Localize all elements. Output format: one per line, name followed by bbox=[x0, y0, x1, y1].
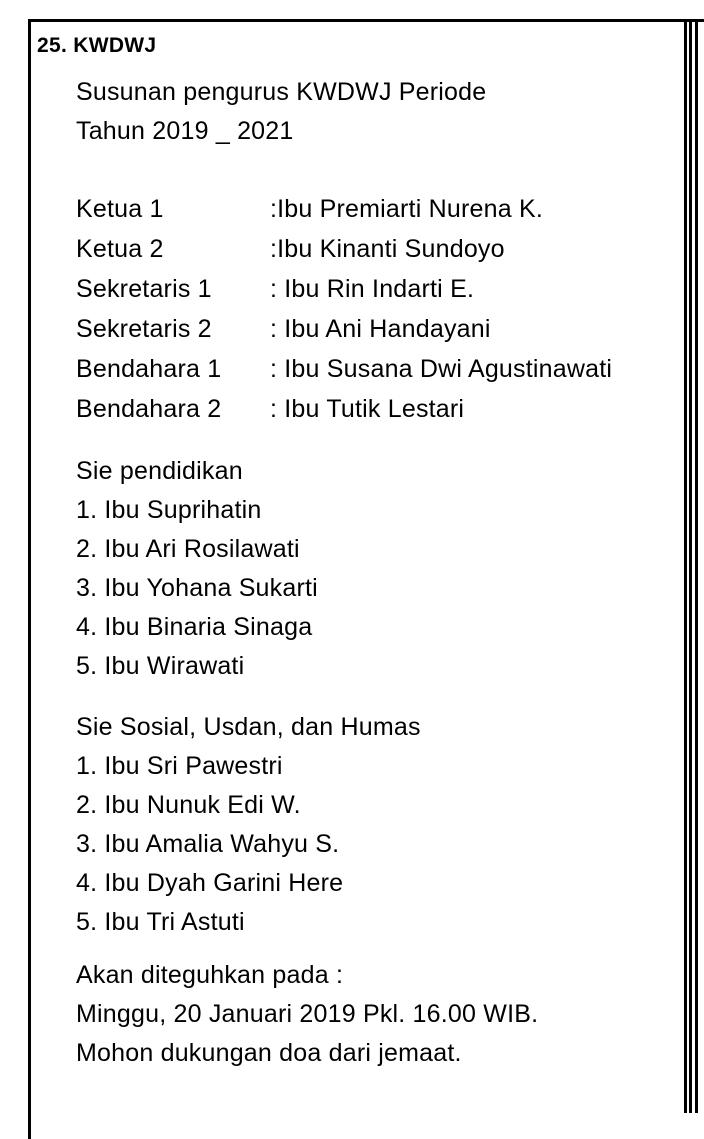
officer-row bbox=[76, 390, 676, 430]
section-heading: Sie Sosial, Usdan, dan Humas bbox=[76, 713, 421, 741]
list-item: 5. Ibu Wirawati bbox=[76, 652, 245, 680]
frame-border-line bbox=[684, 19, 687, 1113]
sie-pendidikan-section bbox=[76, 452, 676, 686]
officer-row bbox=[76, 190, 676, 230]
closing-line: Mohon dukungan doa dari jemaat. bbox=[76, 1039, 462, 1067]
officer-role: Sekretaris 1 bbox=[76, 275, 212, 303]
officer-role: Ketua 2 bbox=[76, 235, 164, 263]
officer-name: : Ibu Susana Dwi Agustinawati bbox=[270, 355, 613, 383]
list-item: 3. Ibu Amalia Wahyu S. bbox=[76, 830, 340, 858]
list-item: 1. Ibu Suprihatin bbox=[76, 496, 262, 524]
officer-role: Sekretaris 2 bbox=[76, 315, 212, 343]
officer-name: : Ibu Ani Handayani bbox=[270, 315, 491, 343]
officer-role: Bendahara 2 bbox=[76, 395, 222, 423]
officer-role: Ketua 1 bbox=[76, 195, 164, 223]
list-item: 4. Ibu Dyah Garini Here bbox=[76, 869, 344, 897]
list-item: 2. Ibu Nunuk Edi W. bbox=[76, 791, 301, 819]
frame-border-line bbox=[689, 19, 692, 1113]
list-item: 5. Ibu Tri Astuti bbox=[76, 908, 245, 936]
officer-row bbox=[76, 350, 676, 390]
officer-name: : Ibu Rin Indarti E. bbox=[270, 275, 475, 303]
closing-line: Minggu, 20 Januari 2019 Pkl. 16.00 WIB. bbox=[76, 1000, 539, 1028]
list-item: 1. Ibu Sri Pawestri bbox=[76, 752, 283, 780]
closing-line: Akan diteguhkan pada : bbox=[76, 961, 344, 989]
sie-sosial-section bbox=[76, 708, 676, 942]
intro-line: Tahun 2019 _ 2021 bbox=[76, 117, 294, 145]
list-item: 3. Ibu Yohana Sukarti bbox=[76, 574, 318, 602]
officer-role: Bendahara 1 bbox=[76, 355, 222, 383]
list-item: 2. Ibu Ari Rosilawati bbox=[76, 535, 300, 563]
officer-row bbox=[76, 270, 676, 310]
officer-row bbox=[76, 230, 676, 270]
officer-name: :Ibu Premiarti Nurena K. bbox=[270, 195, 543, 223]
section-heading: Sie pendidikan bbox=[76, 457, 243, 485]
intro-line: Susunan pengurus KWDWJ Periode bbox=[76, 78, 487, 106]
officer-list bbox=[76, 190, 676, 430]
announcement-body bbox=[76, 73, 676, 1073]
section-title: 25. KWDWJ bbox=[37, 34, 157, 57]
frame-border-line bbox=[695, 19, 698, 1113]
officer-row bbox=[76, 310, 676, 350]
officer-name: : Ibu Tutik Lestari bbox=[270, 395, 465, 423]
officer-name: :Ibu Kinanti Sundoyo bbox=[270, 235, 505, 263]
closing-section bbox=[76, 956, 676, 1073]
list-item: 4. Ibu Binaria Sinaga bbox=[76, 613, 313, 641]
